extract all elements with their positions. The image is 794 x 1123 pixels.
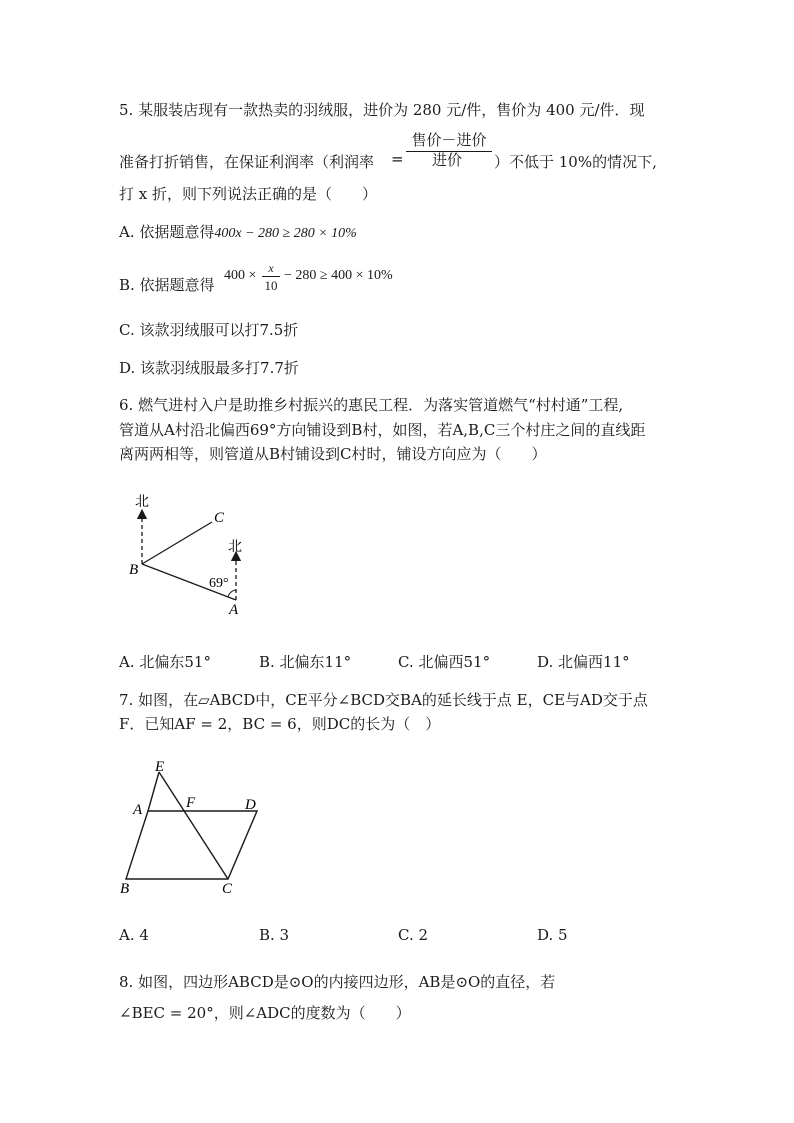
q7-label-c: C (222, 881, 233, 895)
q5-option-b-label: B. 依据题意得 (119, 276, 215, 294)
q6-label-b: B (129, 562, 139, 578)
q7-segment-ec (159, 772, 228, 879)
q6-north-label-a: 北 (228, 540, 242, 555)
q5-line3: 打 x 折，则下列说法正确的是（ ） (119, 185, 377, 203)
q5-line2-start: 准备打折销售，在保证利润率（利润率 (119, 153, 375, 171)
q5-equals-sign: = (391, 150, 404, 168)
q6-line2: 管道从A村沿北偏西69°方向铺设到B村，如图，若A,B,C三个村庄之间的直线距 (119, 421, 646, 439)
q7-label-a: A (133, 802, 143, 818)
q5-option-a-math: 400x − 280 ≥ 280 × 10% (214, 226, 357, 241)
q6-north-label-b: 北 (135, 495, 149, 510)
q8-line1: 8. 如图，四边形ABCD是⊙O的内接四边形，AB是⊙O的直径，若 (119, 973, 556, 991)
q5-line1: 5. 某服装店现有一款热卖的羽绒服，进价为 280 元/件，售价为 400 元/件．现 (119, 101, 645, 119)
q5-line2-end: ）不低于 10%的情况下, (494, 153, 657, 171)
q5-option-a-label: A. 依据题意得 (119, 223, 215, 241)
q7-segment-ae (148, 772, 159, 811)
q5-option-b-math-pre: 400 × (224, 268, 257, 283)
q7-label-e: E (155, 759, 165, 775)
q5-option-a (119, 222, 357, 244)
q6-option-c: C. 北偏西51° (398, 653, 491, 671)
q5-option-c: C. 该款羽绒服可以打7.5折 (119, 321, 299, 339)
q7-line2: F．已知AF = 2，BC = 6，则DC的长为（ ） (119, 715, 441, 733)
q5-line2 (119, 152, 374, 172)
q6-angle-arc (228, 590, 236, 597)
q6-option-a: A. 北偏东51° (119, 653, 211, 671)
q7-label-d: D (245, 797, 256, 813)
q7-line1: 7. 如图，在▱ABCD中，CE平分∠BCD交BA的延长线于点 E，CE与AD交于点 (119, 691, 648, 709)
q5-option-b-frac-num: x (268, 261, 274, 275)
q7-option-c: C. 2 (398, 926, 429, 944)
q5-option-b (119, 275, 215, 295)
q5-option-d: D. 该款羽绒服最多打7.7折 (119, 359, 299, 377)
q5-option-b-math-post: − 280 ≥ 400 × 10% (284, 268, 393, 283)
q5-fraction-numerator: 售价－进价 (411, 131, 487, 149)
q7-option-a: A. 4 (119, 926, 149, 944)
q5-option-b-frac-den: 10 (264, 278, 278, 293)
q6-segment-bc (142, 522, 212, 564)
q6-line3: 离两两相等，则管道从B村铺设到C村时，铺设方向应为（ ） (119, 445, 547, 463)
q6-option-d: D. 北偏西11° (537, 653, 630, 671)
q7-option-d: D. 5 (537, 926, 568, 944)
q6-line1: 6. 燃气进村入户是助推乡村振兴的惠民工程．为落实管道燃气“村村通”工程, (119, 396, 624, 414)
q6-option-b: B. 北偏东11° (259, 653, 352, 671)
q7-label-f: F (186, 795, 196, 811)
q6-label-a: A (229, 602, 239, 618)
q8-line2: ∠BEC = 20°，则∠ADC的度数为（ ） (119, 1004, 411, 1022)
q6-label-c: C (214, 510, 225, 526)
q7-figure (115, 755, 275, 895)
q6-angle-label: 69° (209, 576, 229, 591)
q7-label-b: B (120, 881, 130, 895)
q5-fraction-denominator: 进价 (431, 151, 462, 169)
q6-figure (115, 490, 255, 620)
q7-option-b: B. 3 (259, 926, 290, 944)
